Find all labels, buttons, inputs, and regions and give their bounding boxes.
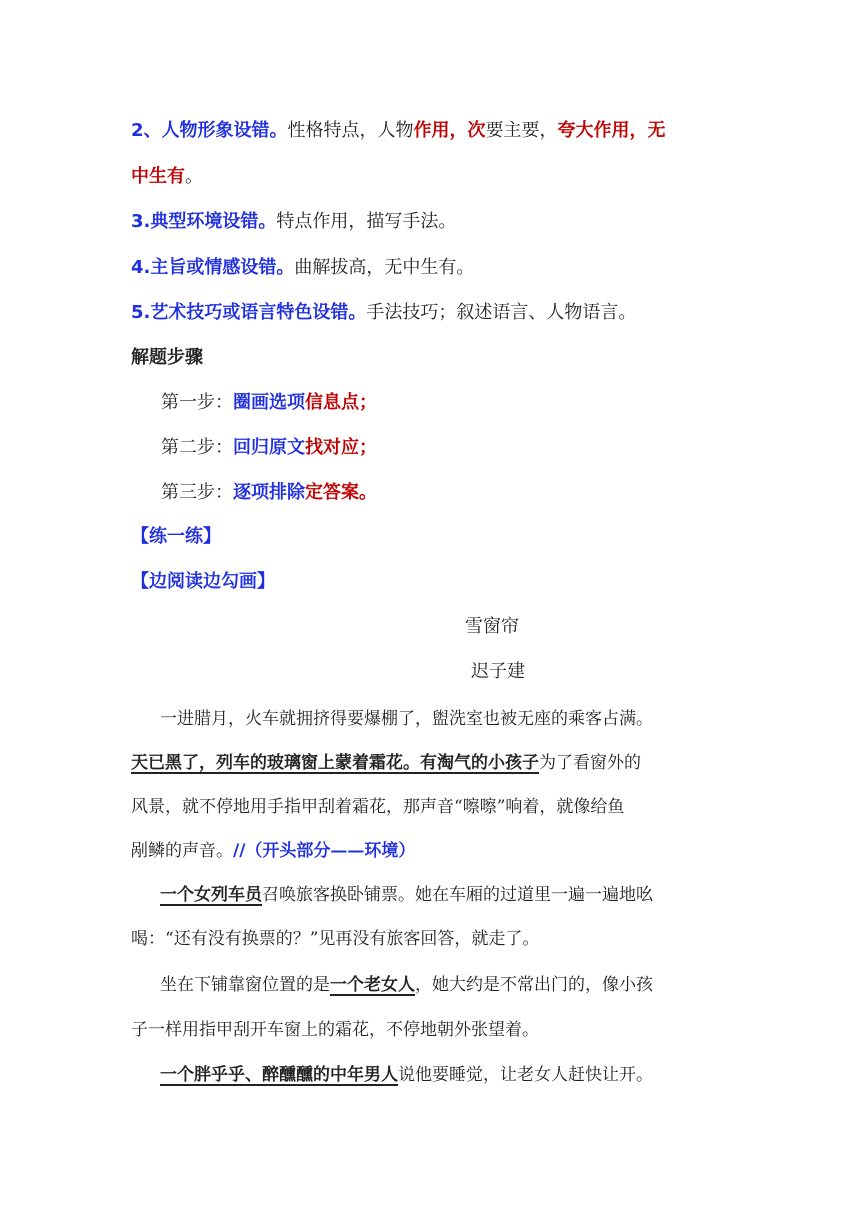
story-p1-line2-text: 为了看窗外的 — [539, 753, 641, 773]
story-p1-line3: 风景，就不停地用手指甲刮着霜花，那声音“嚓嚓”响着，就像给鱼 — [131, 797, 625, 817]
story-p3-line2: 子一样用指甲刮开车窗上的霜花，不停地朝外张望着。 — [131, 1020, 539, 1040]
story-p1-line1: 一进腊月，火车就拥挤得要爆棚了，盥洗室也被无座的乘客占满。 — [160, 709, 653, 729]
underline-naughty-child: 有淘气的小孩子 — [420, 753, 539, 773]
story-p1-line2 — [131, 748, 641, 773]
story-p2-line1-text: 召唤旅客换卧铺票。她在车厢的过道里一遍一遍地吆 — [262, 885, 653, 905]
underline-old-woman: 一个老女人 — [330, 975, 415, 995]
item-2-heading: 2、人物形象设错。 — [131, 120, 288, 141]
practice-label: 【练一练】 — [131, 526, 221, 547]
story-p1-line4 — [131, 836, 415, 861]
step-2-red: 找对应； — [305, 437, 377, 458]
story-title: 雪窗帘 — [465, 616, 519, 637]
step-3-blue: 逐项排除 — [233, 482, 305, 503]
item-2-text2: 要主要， — [485, 120, 558, 141]
story-p3-line1 — [160, 970, 653, 995]
item-2-line2 — [131, 162, 203, 188]
story-author: 迟子建 — [471, 661, 525, 682]
underline-drunk-man: 一个胖乎乎、醉醺醺的中年男人 — [160, 1065, 398, 1085]
step-2 — [161, 433, 377, 459]
step-1-label: 第一步： — [161, 392, 233, 413]
story-p2-line1 — [160, 880, 653, 905]
item-4-text: 曲解拔高，无中生有。 — [294, 257, 475, 278]
step-3-label: 第三步： — [161, 482, 233, 503]
item-4-heading: 4.主旨或情感设错。 — [131, 257, 295, 278]
story-p4-line1 — [160, 1060, 653, 1085]
item-3-heading: 3.典型环境设错。 — [131, 211, 277, 232]
item-5-heading: 5.艺术技巧或语言特色设错。 — [131, 302, 367, 323]
step-2-blue: 回归原文 — [233, 437, 305, 458]
step-1 — [161, 388, 377, 414]
item-2-end: 。 — [185, 166, 203, 187]
story-p1-line4-text: 剐鳞的声音。 — [131, 841, 233, 861]
read-annotate-label: 【边阅读边勾画】 — [131, 571, 275, 592]
step-2-label: 第二步： — [161, 437, 233, 458]
story-p3-text1: 坐在下铺靠窗位置的是 — [160, 975, 330, 995]
item-2-red1: 作用，次 — [413, 120, 486, 141]
item-2-line1 — [131, 116, 666, 142]
story-p2-line2: 喝：“还有没有换票的？”见再没有旅客回答，就走了。 — [131, 929, 540, 949]
step-1-blue: 圈画选项 — [233, 392, 305, 413]
annotation-note: //（开头部分——环境） — [233, 841, 416, 861]
step-3 — [161, 478, 377, 504]
story-p3-text2: ，她大约是不常出门的，像小孩 — [415, 975, 653, 995]
item-5-line — [131, 298, 636, 324]
step-1-red: 信息点； — [305, 392, 377, 413]
underline-frost-window: 天已黑了，列车的玻璃窗上蒙着霜花。 — [131, 753, 420, 773]
underline-conductor: 一个女列车员 — [160, 885, 262, 905]
item-2-text: 性格特点，人物 — [287, 120, 414, 141]
steps-title: 解题步骤 — [131, 347, 203, 368]
item-3-text: 特点作用，描写手法。 — [276, 211, 457, 232]
item-5-text: 手法技巧；叙述语言、人物语言。 — [366, 302, 637, 323]
item-4-line — [131, 253, 474, 279]
item-3-line — [131, 207, 456, 233]
item-2-red3: 中生有 — [131, 166, 185, 187]
step-3-red: 定答案。 — [305, 482, 377, 503]
item-2-red2: 夸大作用，无 — [557, 120, 666, 141]
story-p4-text: 说他要睡觉，让老女人赶快让开。 — [398, 1065, 653, 1085]
